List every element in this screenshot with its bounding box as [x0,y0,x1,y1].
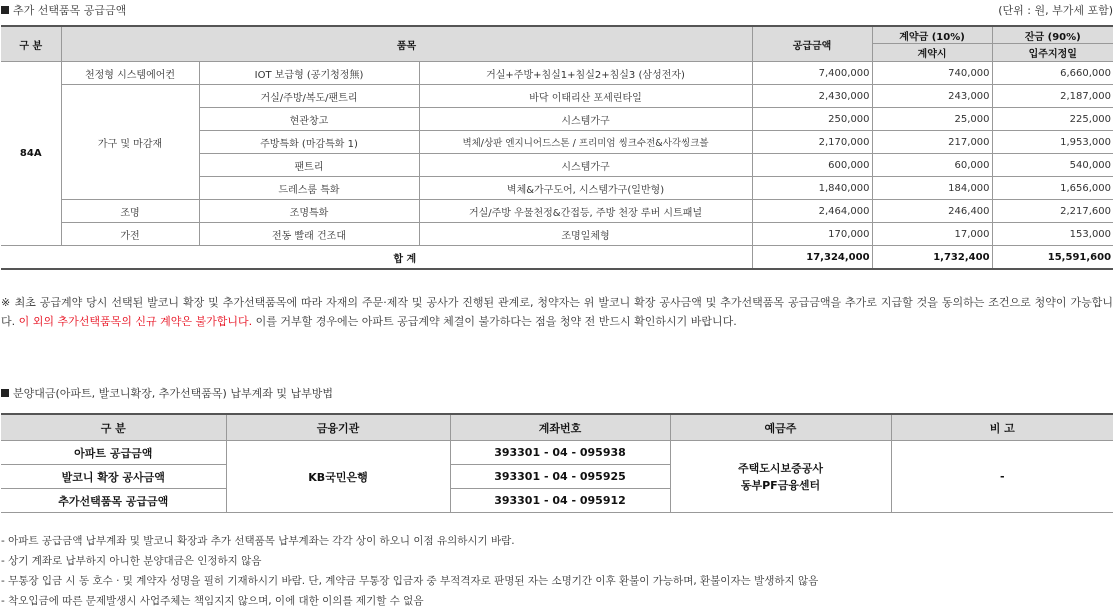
account-number: 393301 - 04 - 095938 [450,441,670,465]
supply-cell: 2,464,000 [752,200,872,223]
item-name: 전동 빨래 건조대 [199,223,419,246]
header-remark: 비 고 [891,414,1113,441]
unit-type: 84A [1,62,61,246]
supply-cell: 1,840,000 [752,177,872,200]
deposit-cell: 184,000 [872,177,992,200]
supply-cell: 170,000 [752,223,872,246]
group-cell: 가전 [61,223,199,246]
header-deposit-sub: 계약시 [872,44,992,62]
total-balance: 15,591,600 [992,246,1113,270]
deposit-cell: 243,000 [872,85,992,108]
supply-cell: 7,400,000 [752,62,872,85]
balance-cell: 225,000 [992,108,1113,131]
notes-list [1,531,818,611]
item-name: IOT 보급형 (공기청정無) [199,62,419,85]
header-holder: 예금주 [670,414,891,441]
list-item: - 아파트 공급금액 납부계좌 및 발코니 확장과 추가 선택품목 납부계좌는 각각 상이 하오니 이점 유의하시기 바람. [1,535,515,547]
group-cell: 천정형 시스템에어컨 [61,62,199,85]
account-number: 393301 - 04 - 095925 [450,465,670,489]
item-desc: 벽체&가구도어, 시스템가구(일반형) [419,177,752,200]
account-number: 393301 - 04 - 095912 [450,489,670,513]
item-desc: 조명일체형 [419,223,752,246]
balance-cell: 6,660,000 [992,62,1113,85]
section2-title: 분양대금(아파트, 발코니확장, 추가선택품목) 납부계좌 및 납부방법 [1,385,333,401]
group-cell: 조명 [61,200,199,223]
item-desc: 거실+주방+침실1+침실2+침실3 (삼성전자) [419,62,752,85]
total-row [1,246,1113,270]
total-label: 합 계 [1,246,752,270]
total-deposit: 1,732,400 [872,246,992,270]
header-account: 계좌번호 [450,414,670,441]
list-item: - 무통장 입금 시 동 호수 · 및 계약자 성명을 필히 기재하시기 바람. 단, 계약금 무통장 입금자 중 부적격자로 판명된 자는 소명기간 이후 환불이 가능하며, 환불이자는 발생하지 않음 [1,575,819,587]
notice-paragraph: ※ 최초 공급계약 당시 선택된 발코니 확장 및 추가선택품목에 따라 자재의 주문·제작 및 공사가 진행된 관계로, 청약자는 위 발코니 확장 공사금액 및 추가선택품목 공급금액을 추가로 지급할 것을 동의하는 조건으로 청약이 가능합니다. 이 외의 추가선택품목의 신규 계약은 불가합니다. 이를 거부할 경우에는 아파트 공급계약 체결이 불가하다는 점을 청약 전 반드시 확인하시기 바랍니다. [1,296,1113,328]
item-name: 조명특화 [199,200,419,223]
unit-label: (단위 : 원, 부가세 포함) [998,4,1113,17]
header-item: 품목 [61,26,752,62]
balance-cell: 2,187,000 [992,85,1113,108]
item-desc: 시스템가구 [419,108,752,131]
item-name: 주방특화 (마감특화 1) [199,131,419,154]
deposit-cell: 246,400 [872,200,992,223]
balance-cell: 153,000 [992,223,1113,246]
deposit-cell: 740,000 [872,62,992,85]
header-balance: 잔금 (90%) [992,26,1113,44]
supply-cell: 2,170,000 [752,131,872,154]
deposit-cell: 17,000 [872,223,992,246]
balance-cell: 2,217,600 [992,200,1113,223]
item-name: 팬트리 [199,154,419,177]
item-name: 드레스룸 특화 [199,177,419,200]
notice-warning: 이 외의 추가선택품목의 신규 계약은 불가합니다. [18,315,253,328]
payment-label: 발코니 확장 공사금액 [1,465,226,489]
balance-cell: 1,656,000 [992,177,1113,200]
bank-name: KB국민은행 [226,441,450,513]
table-row [1,85,1113,108]
account-holder: 주택도시보증공사 동부PF금융센터 [670,441,891,513]
header-balance-sub: 입주지정일 [992,44,1113,62]
header-supply: 공급금액 [752,26,872,62]
square-bullet-icon [1,6,9,14]
item-desc: 시스템가구 [419,154,752,177]
item-desc: 벽체/상판 엔지니어드스톤 / 프리미엄 씽크수전&사각씽크볼 [419,131,752,154]
supply-cell: 250,000 [752,108,872,131]
supply-cell: 600,000 [752,154,872,177]
item-name: 현관창고 [199,108,419,131]
deposit-cell: 60,000 [872,154,992,177]
payment-account-table [1,413,1113,513]
header-division: 구 분 [1,414,226,441]
item-name: 거실/주방/복도/팬트리 [199,85,419,108]
group-cell: 가구 및 마감재 [61,85,199,200]
balance-cell: 1,953,000 [992,131,1113,154]
deposit-cell: 25,000 [872,108,992,131]
section1-title: 추가 선택품목 공급금액 [1,2,126,18]
header-bank: 금융기관 [226,414,450,441]
list-item: - 착오입금에 따른 문제발생시 사업주체는 책임지지 않으며, 이에 대한 이의를 제기할 수 없음 [1,595,424,607]
header-division: 구 분 [1,26,61,62]
option-price-table [1,25,1113,270]
payment-label: 아파트 공급금액 [1,441,226,465]
balance-cell: 540,000 [992,154,1113,177]
list-item: - 상기 계좌로 납부하지 아니한 분양대금은 인정하지 않음 [1,555,262,567]
header-deposit: 계약금 (10%) [872,26,992,44]
table-row [1,200,1113,223]
remark-cell: - [891,441,1113,513]
deposit-cell: 217,000 [872,131,992,154]
item-desc: 거실/주방 우물천정&간접등, 주방 천장 루버 시트패널 [419,200,752,223]
table-row [1,441,1113,465]
table-row [1,62,1113,85]
square-bullet-icon [1,389,9,397]
payment-label: 추가선택품목 공급금액 [1,489,226,513]
supply-cell: 2,430,000 [752,85,872,108]
total-supply: 17,324,000 [752,246,872,270]
table-row [1,223,1113,246]
item-desc: 바닥 이태리산 포세린타일 [419,85,752,108]
